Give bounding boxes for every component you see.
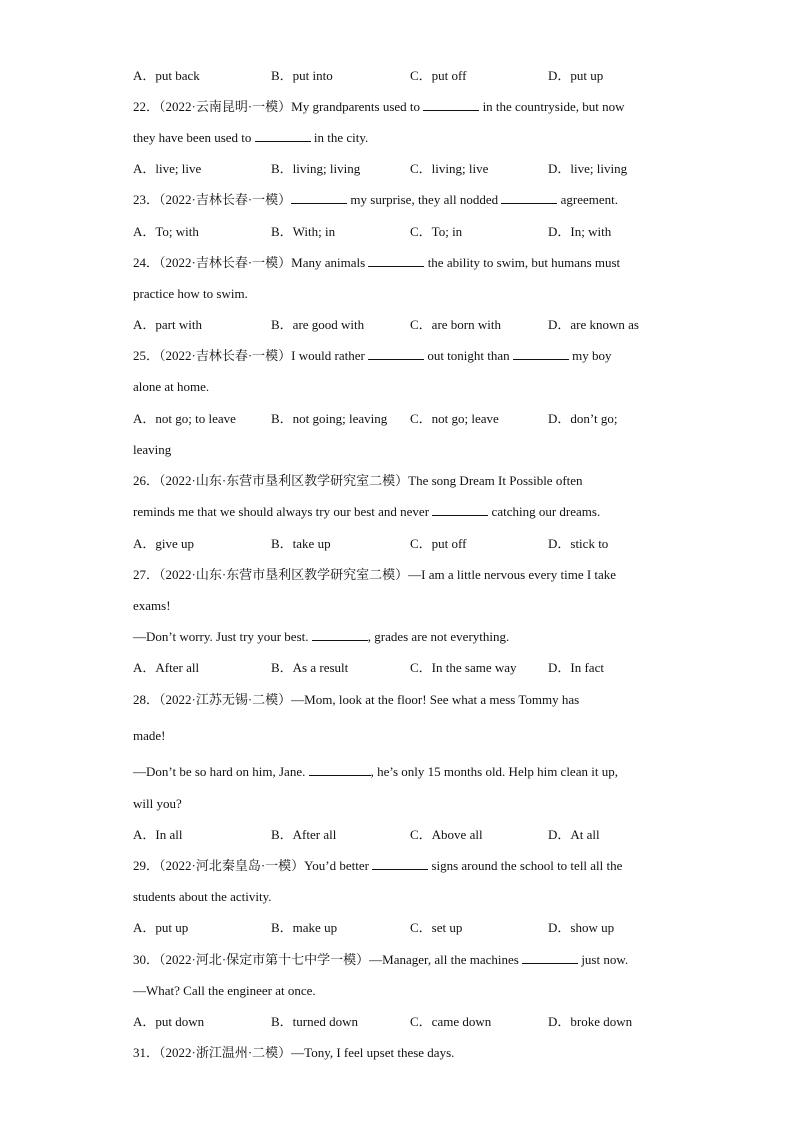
option-d[interactable]: D．show up <box>548 920 615 935</box>
option-b[interactable]: B．As a result <box>271 660 349 675</box>
option-b[interactable]: B．turned down <box>271 1014 359 1029</box>
question-26-line-2: reminds me that we should always try our best and never catching our dreams. <box>133 504 601 519</box>
answer-blank[interactable] <box>368 347 424 360</box>
question-24-line-1: 24．（2022·吉林长春·一模）Many animals the ability to swim, but humans must <box>133 255 621 270</box>
question-30-line-2: —What? Call the engineer at once. <box>133 983 316 998</box>
option-c[interactable]: C．living; live <box>410 161 489 176</box>
option-c[interactable]: C．not go; leave <box>410 411 499 426</box>
question-31-line-1: 31．（2022·浙江温州·二模）—Tony, I feel upset these days. <box>133 1045 455 1060</box>
answer-blank[interactable] <box>522 951 578 964</box>
answer-blank[interactable] <box>432 503 488 516</box>
option-c[interactable]: C．set up <box>410 920 463 935</box>
answer-blank[interactable] <box>372 857 428 870</box>
option-b[interactable]: B．make up <box>271 920 338 935</box>
option-c[interactable]: C．put off <box>410 536 467 551</box>
option-a[interactable]: A．After all <box>133 660 200 675</box>
option-a[interactable]: A．put down <box>133 1014 205 1029</box>
option-d[interactable]: D．put up <box>548 68 604 83</box>
option-d[interactable]: D．stick to <box>548 536 609 551</box>
question-24-line-2: practice how to swim. <box>133 286 248 301</box>
answer-blank[interactable] <box>312 628 368 641</box>
option-d[interactable]: D．At all <box>548 827 600 842</box>
option-a[interactable]: A．In all <box>133 827 183 842</box>
option-a[interactable]: A．put up <box>133 920 189 935</box>
answer-blank[interactable] <box>255 129 311 142</box>
question-25-line-1: 25．（2022·吉林长春·一模）I would rather out tonight than my boy <box>133 348 612 363</box>
option-a[interactable]: A．not go; to leave <box>133 411 236 426</box>
option-b[interactable]: B．living; living <box>271 161 361 176</box>
question-27-line-1: 27．（2022·山东·东营市垦利区教学研究室二模）—I am a little nervous every time I take <box>133 567 617 582</box>
question-23-line-1: 23．（2022·吉林长春·一模） my surprise, they all nodded agreement. <box>133 192 618 207</box>
option-c[interactable]: C．came down <box>410 1014 492 1029</box>
answer-blank[interactable] <box>291 191 347 204</box>
option-d[interactable]: D．don’t go; <box>548 411 618 426</box>
option-d[interactable]: D．In fact <box>548 660 604 675</box>
answer-blank[interactable] <box>501 191 557 204</box>
question-29-line-2: students about the activity. <box>133 889 272 904</box>
option-c[interactable]: C．In the same way <box>410 660 517 675</box>
option-b[interactable]: B．are good with <box>271 317 365 332</box>
question-22-line-2: they have been used to in the city. <box>133 130 369 145</box>
option-a[interactable]: A．live; live <box>133 161 202 176</box>
question-29-line-1: 29．（2022·河北秦皇岛·一模）You’d better signs around the school to tell all the <box>133 858 623 873</box>
option-d[interactable]: D．In; with <box>548 224 612 239</box>
question-28-line-4: will you? <box>133 796 182 811</box>
option-c[interactable]: C．To; in <box>410 224 463 239</box>
answer-blank[interactable] <box>423 98 479 111</box>
option-d-continuation: leaving <box>133 442 172 457</box>
option-a[interactable]: A．give up <box>133 536 195 551</box>
answer-blank[interactable] <box>368 254 424 267</box>
option-b[interactable]: B．With; in <box>271 224 336 239</box>
option-b[interactable]: B．not going; leaving <box>271 411 388 426</box>
option-a[interactable]: A．part with <box>133 317 202 332</box>
option-d[interactable]: D．are known as <box>548 317 639 332</box>
question-27-line-2: exams! <box>133 598 171 613</box>
answer-blank[interactable] <box>513 347 569 360</box>
option-a[interactable]: A．put back <box>133 68 200 83</box>
option-d[interactable]: D．live; living <box>548 161 628 176</box>
option-c[interactable]: C．are born with <box>410 317 501 332</box>
question-30-line-1: 30．（2022·河北·保定市第十七中学一模）—Manager, all the machines just now. <box>133 952 629 967</box>
option-b[interactable]: B．put into <box>271 68 333 83</box>
question-22-line-1: 22．（2022·云南昆明·一模）My grandparents used to in the countryside, but now <box>133 99 625 114</box>
option-c[interactable]: C．Above all <box>410 827 483 842</box>
option-c[interactable]: C．put off <box>410 68 467 83</box>
question-28-line-1: 28．（2022·江苏无锡·二模）—Mom, look at the floor! See what a mess Tommy has <box>133 692 580 707</box>
question-28-line-2: made! <box>133 728 166 743</box>
option-d[interactable]: D．broke down <box>548 1014 633 1029</box>
question-26-line-1: 26．（2022·山东·东营市垦利区教学研究室二模）The song Dream It Possible often <box>133 473 583 488</box>
question-27-line-3: —Don’t worry. Just try your best. , grades are not everything. <box>133 629 510 644</box>
option-b[interactable]: B．After all <box>271 827 337 842</box>
question-25-line-2: alone at home. <box>133 379 210 394</box>
option-a[interactable]: A．To; with <box>133 224 199 239</box>
answer-blank[interactable] <box>309 763 371 776</box>
option-b[interactable]: B．take up <box>271 536 331 551</box>
question-28-line-3: —Don’t be so hard on him, Jane. , he’s only 15 months old. Help him clean it up, <box>133 764 618 779</box>
